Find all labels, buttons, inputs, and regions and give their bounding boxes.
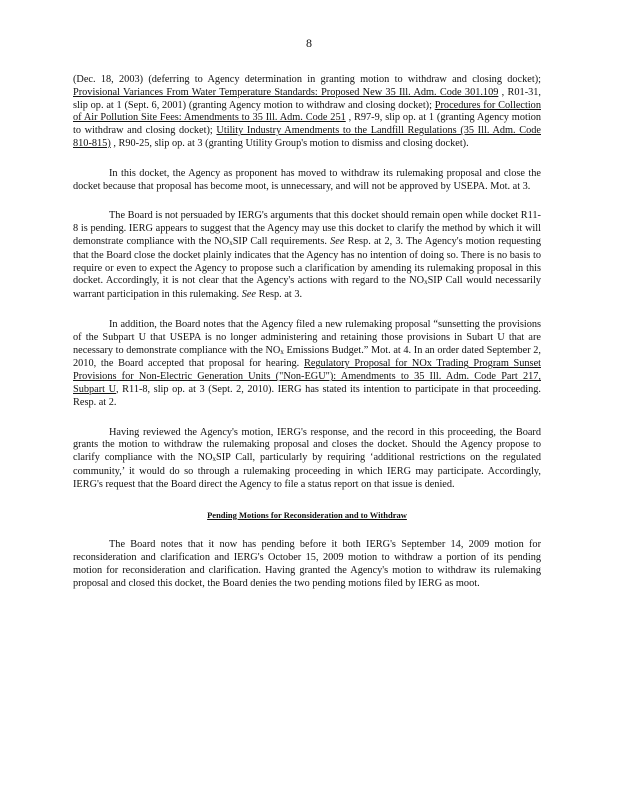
text-run: Having reviewed the Agency's motion, IERG's response, and the record in this proceeding, the Board grants the motion to withdraw the rulemaking proposal and closes the docket. Should the Agency propose to clarify compliance with the NO — [73, 426, 541, 464]
text-run: SIP Call, particularly by requiring ‘additional restrictions on the regulated community,’ it would do so through a rulemaking proceeding in which IERG may participate. Accordingly, IERG's request that the Board direct the Agency to file a status report on that issue is denied. — [73, 452, 541, 490]
paragraph-agency-motion: In this docket, the Agency as proponent has moved to withdraw its rulemaking proposal and close the docket because that proposal has become moot, is unnecessary, and will not be approved by USEPA. Mot. at 3. — [73, 167, 541, 192]
section-heading — [73, 509, 541, 522]
case-citation: Regulatory Proposal for NOx Trading Program Sunset Provisions for Non-Electric Generation Units ("Non-EGU"): Amendments to 35 Ill. Adm. Code Part 217, Subpart U — [73, 358, 541, 395]
text-run: SIP Call requirements. — [232, 235, 331, 247]
text-run: (Dec. 18, 2003) (deferring to Agency determination in granting motion to withdraw and closing docket); — [73, 74, 541, 85]
text-run: , R11-8, slip op. at 3 (Sept. 2, 2010). IERG has stated its intention to participate in that proceeding. Resp. at 2. — [73, 383, 541, 408]
subscript: x — [212, 455, 217, 464]
subscript: x — [424, 278, 428, 287]
subscript: x — [280, 347, 284, 356]
signal-word: See — [241, 289, 257, 301]
paragraph-board-not-persuaded — [73, 210, 541, 302]
paragraph-pending-motions: The Board notes that it now has pending before it both IERG's September 14, 2009 motion for reconsideration and clarification and IERG's October 15, 2009 motion to withdraw a portion of its pending motion for reconsideration and clarification. Having granted the Agency's motion to withdraw its rulemaking proposal and closed this docket, the Board denies the two pending motions filed by IERG as moot. — [73, 539, 541, 589]
case-citation: Utility Industry Amendments to the Landfill Regulations (35 Ill. Adm. Code 810-815) — [73, 125, 541, 149]
page-number: 8 — [306, 36, 312, 50]
paragraph-citations — [73, 74, 541, 151]
text-run: The Board is not persuaded by IERG's arguments that this docket should remain open while docket R11-8 is pending. IERG appears to suggest that the Agency may use this docket to clarify the method by which it will demonstrate compliance with the NO — [73, 210, 541, 247]
case-citation: Provisional Variances From Water Temperature Standards: Proposed New 35 Ill. Adm. Code 301.109 — [73, 86, 499, 98]
text-run: In addition, the Board notes that the Agency filed a new rulemaking proposal “sunsetting the provisions of the Subpart U that USEPA is no longer administering and retaining those provisions in Subart U that are necessary to demonstrate compliance with the NO — [73, 318, 541, 356]
document-body — [73, 74, 541, 608]
text-run: , R90-25, slip op. at 3 (granting Utility Group's motion to dismiss and closing docket). — [110, 137, 469, 149]
text-run: , R01-31, slip op. at 1 (Sept. 6, 2001) (granting Agency motion to withdraw and closing docket); — [73, 86, 542, 111]
section-heading-text: Pending Motions for Reconsideration and to Withdraw — [207, 509, 407, 520]
subscript: x — [229, 238, 233, 247]
case-citation: Procedures for Collection of Air Pollution Site Fees: Amendments to 35 Ill. Adm. Code 251 — [73, 99, 541, 124]
text-run: SIP Call would necessarily warrant participation in this rulemaking. — [73, 275, 541, 301]
paragraph-new-proposal — [73, 319, 541, 410]
signal-word: See — [330, 235, 345, 247]
text-run: Resp. at 2, 3. The Agency's motion requesting that the Board close the docket plainly indicates that the Agency has no intention of doing so. There is no basis to require or even to expect the Agency to propose such a clarification by amending its rulemaking proposal in this docket. Accordingly, it is not clear that the Agency's actions with regard to the NO — [73, 235, 541, 287]
paragraph-board-grants — [73, 427, 541, 492]
text-run: Resp. at 3. — [256, 289, 303, 301]
text-run: Emissions Budget.” Mot. at 4. In an order dated September 2, 2010, the Board accepted that proposal for hearing. — [73, 344, 541, 370]
text-run: , R97-9, slip op. at 1 (granting Agency motion to withdraw and closing docket); — [73, 112, 541, 137]
